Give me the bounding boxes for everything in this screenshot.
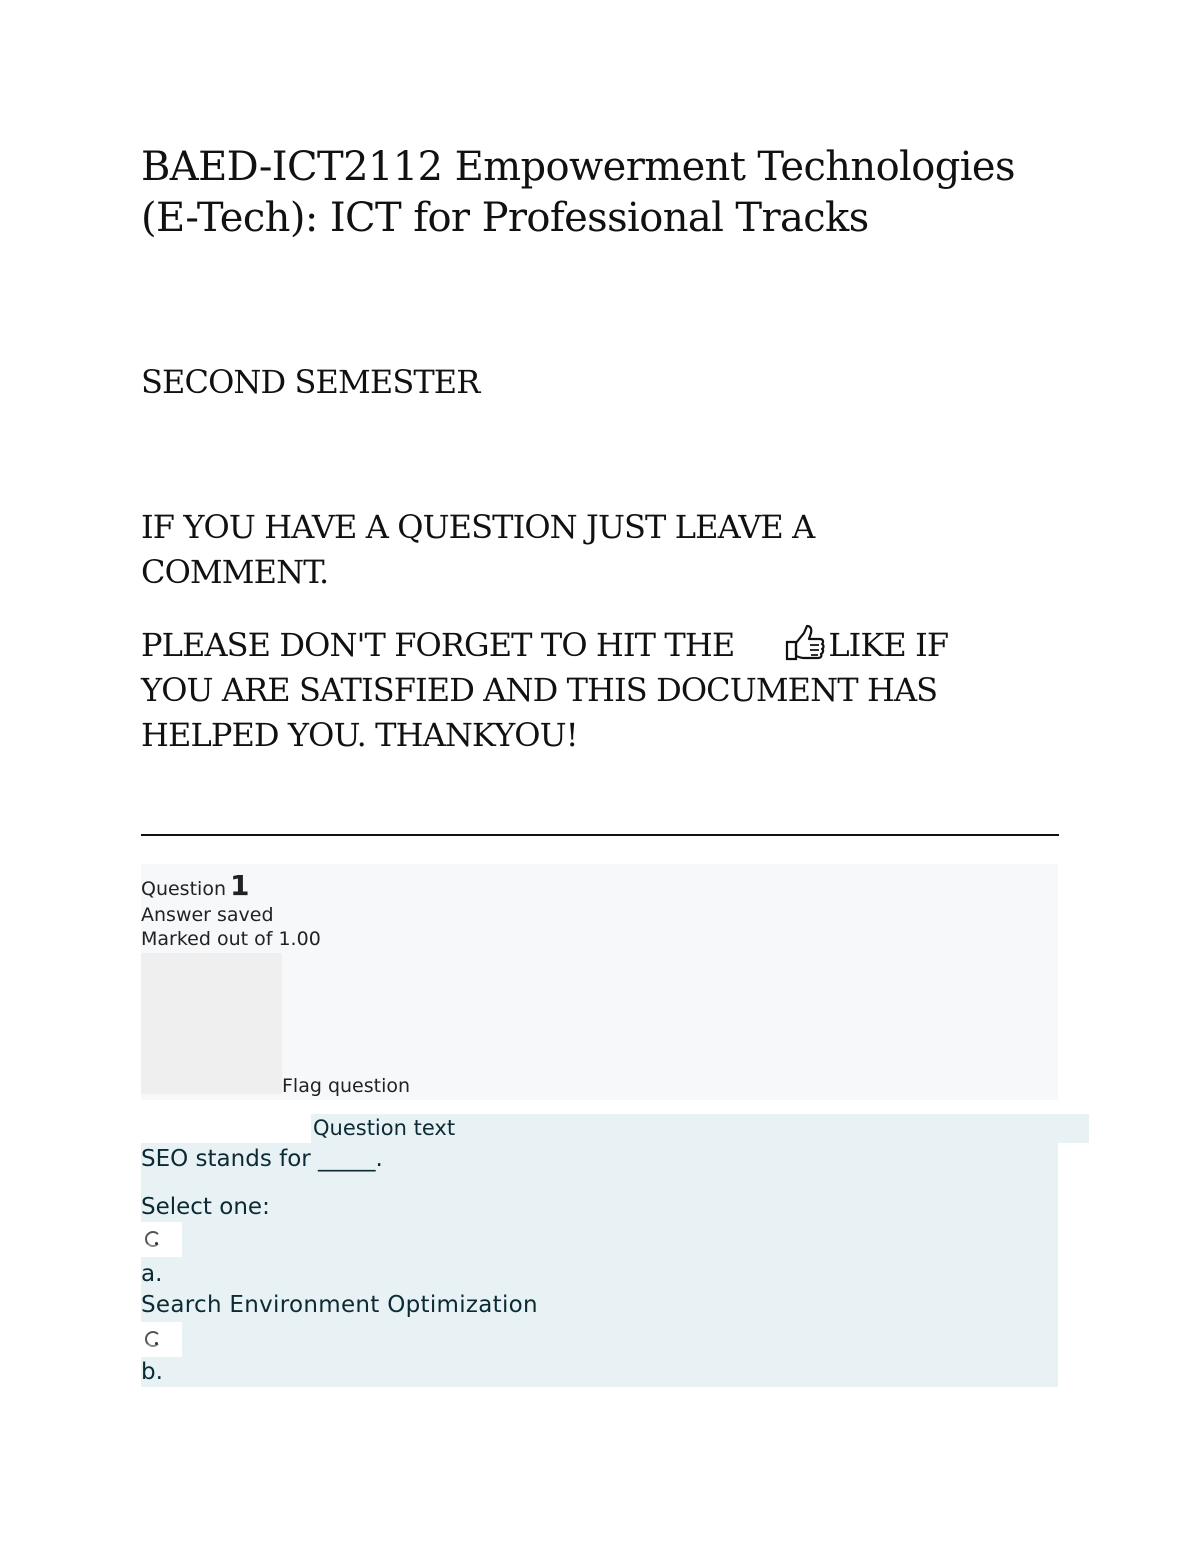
option-a-radio[interactable] bbox=[141, 1222, 182, 1257]
plea-line-1-start: PLEASE DON'T FORGET TO HIT THE bbox=[141, 626, 735, 664]
select-one-label: Select one: bbox=[141, 1194, 270, 1220]
option-b-radio[interactable] bbox=[141, 1322, 182, 1357]
like-plea bbox=[141, 623, 948, 758]
thumbs-up-icon bbox=[784, 624, 828, 662]
semester-heading: SECOND SEMESTER bbox=[141, 363, 480, 401]
plea-line-3: HELPED YOU. THANKYOU! bbox=[141, 716, 578, 754]
flag-question-link[interactable]: Flag question bbox=[282, 1075, 411, 1097]
question-label bbox=[141, 869, 250, 903]
document-title bbox=[141, 142, 1015, 244]
title-line-2: (E-Tech): ICT for Professional Tracks bbox=[141, 195, 869, 241]
question-state: Answer saved bbox=[141, 904, 274, 926]
radio-icon bbox=[145, 1331, 161, 1347]
question-number: 1 bbox=[229, 869, 250, 902]
question-prompt: SEO stands for _____. bbox=[141, 1146, 383, 1172]
radio-icon bbox=[145, 1231, 161, 1247]
title-line-1: BAED-ICT2112 Empowerment Technologies bbox=[141, 144, 1015, 190]
question-content-panel bbox=[141, 1143, 1058, 1387]
option-a-letter: a. bbox=[141, 1261, 163, 1287]
option-a-text[interactable]: Search Environment Optimization bbox=[141, 1292, 538, 1318]
question-text-label: Question text bbox=[313, 1116, 456, 1140]
notice-line-1: IF YOU HAVE A QUESTION JUST LEAVE A bbox=[141, 508, 815, 546]
notice-line-2: COMMENT. bbox=[141, 553, 329, 591]
question-label-text: Question bbox=[141, 878, 226, 900]
question-grade: Marked out of 1.00 bbox=[141, 928, 321, 950]
comment-notice bbox=[141, 505, 814, 595]
plea-line-2: YOU ARE SATISFIED AND THIS DOCUMENT HAS bbox=[141, 671, 938, 709]
radio-dot bbox=[155, 1242, 158, 1245]
plea-line-1-end: LIKE IF bbox=[828, 626, 949, 664]
plea-line-1 bbox=[141, 623, 948, 668]
flag-question-icon[interactable] bbox=[141, 953, 282, 1094]
radio-dot bbox=[155, 1342, 158, 1345]
section-divider bbox=[141, 834, 1059, 836]
option-b-letter: b. bbox=[141, 1359, 163, 1385]
